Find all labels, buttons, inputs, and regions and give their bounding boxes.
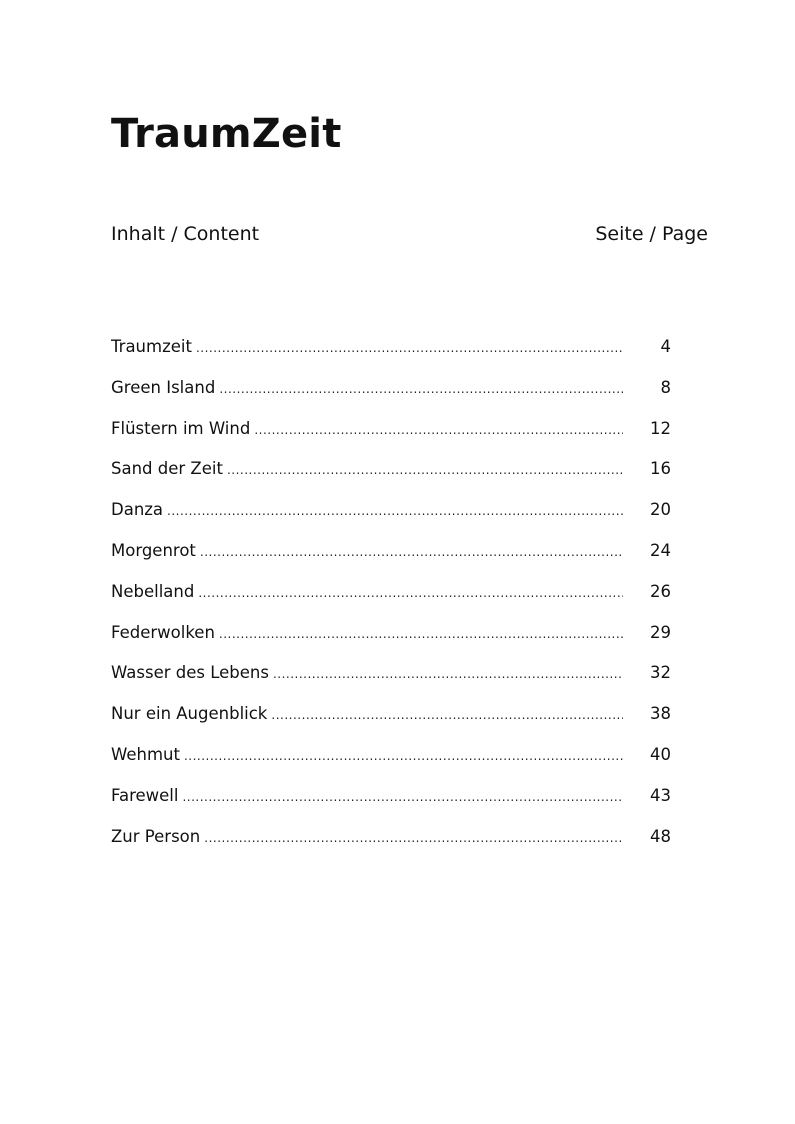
toc-entry[interactable] xyxy=(111,743,671,784)
dot-leader xyxy=(204,826,623,849)
toc-header-page-label: Seite / Page xyxy=(595,223,708,245)
toc-entry-page: 12 xyxy=(650,418,671,438)
toc-entry-page: 26 xyxy=(650,581,671,601)
document-title: TraumZeit xyxy=(111,111,342,157)
toc-header-content-label: Inhalt / Content xyxy=(111,223,260,245)
dot-leader xyxy=(198,581,623,604)
toc-entry[interactable] xyxy=(111,621,671,662)
table-of-contents xyxy=(111,335,671,865)
toc-entry[interactable] xyxy=(111,702,671,743)
toc-entry[interactable] xyxy=(111,457,671,498)
toc-entry[interactable] xyxy=(111,784,671,825)
toc-entry[interactable] xyxy=(111,498,671,539)
toc-entry-page: 4 xyxy=(660,337,671,356)
dot-leader xyxy=(184,744,623,767)
toc-header xyxy=(111,221,708,247)
toc-entry-title: Wasser des Lebens xyxy=(111,663,269,683)
toc-entry[interactable] xyxy=(111,417,671,458)
toc-entry-page: 24 xyxy=(650,540,671,560)
dot-leader xyxy=(219,377,623,400)
toc-entry-page: 40 xyxy=(650,744,671,764)
toc-entry-title: Morgenrot xyxy=(111,540,196,560)
toc-entry-title: Traumzeit xyxy=(111,337,192,356)
dot-leader xyxy=(254,418,623,441)
dot-leader xyxy=(273,662,623,685)
toc-entry-page: 32 xyxy=(650,663,671,683)
toc-entry-page: 20 xyxy=(650,500,671,520)
toc-entry-title: Green Island xyxy=(111,377,216,397)
dot-leader xyxy=(219,622,623,645)
toc-entry-title: Farewell xyxy=(111,785,179,805)
toc-entry[interactable] xyxy=(111,335,671,376)
toc-entry-title: Zur Person xyxy=(111,826,201,846)
toc-entry-page: 8 xyxy=(660,377,671,397)
toc-entry-title: Nur ein Augenblick xyxy=(111,704,268,724)
toc-entry-page: 29 xyxy=(650,622,671,642)
toc-entry-title: Danza xyxy=(111,500,164,520)
toc-entry[interactable] xyxy=(111,539,671,580)
toc-entry-page: 38 xyxy=(650,704,671,724)
dot-leader xyxy=(167,499,623,522)
toc-entry-page: 16 xyxy=(650,459,671,479)
dot-leader xyxy=(271,703,623,726)
toc-entry-page: 48 xyxy=(650,826,671,846)
toc-entry-title: Federwolken xyxy=(111,622,215,642)
toc-entry[interactable] xyxy=(111,376,671,417)
dot-leader xyxy=(227,458,623,481)
toc-entry-title: Wehmut xyxy=(111,744,180,764)
dot-leader xyxy=(182,785,623,808)
dot-leader xyxy=(200,540,623,563)
toc-entry[interactable] xyxy=(111,580,671,621)
toc-entry-page: 43 xyxy=(650,785,671,805)
toc-entry-title: Sand der Zeit xyxy=(111,459,223,479)
toc-entry-title: Nebelland xyxy=(111,581,195,601)
toc-entry-title: Flüstern im Wind xyxy=(111,418,251,438)
toc-entry[interactable] xyxy=(111,825,671,866)
toc-entry[interactable] xyxy=(111,661,671,702)
dot-leader xyxy=(196,336,623,359)
